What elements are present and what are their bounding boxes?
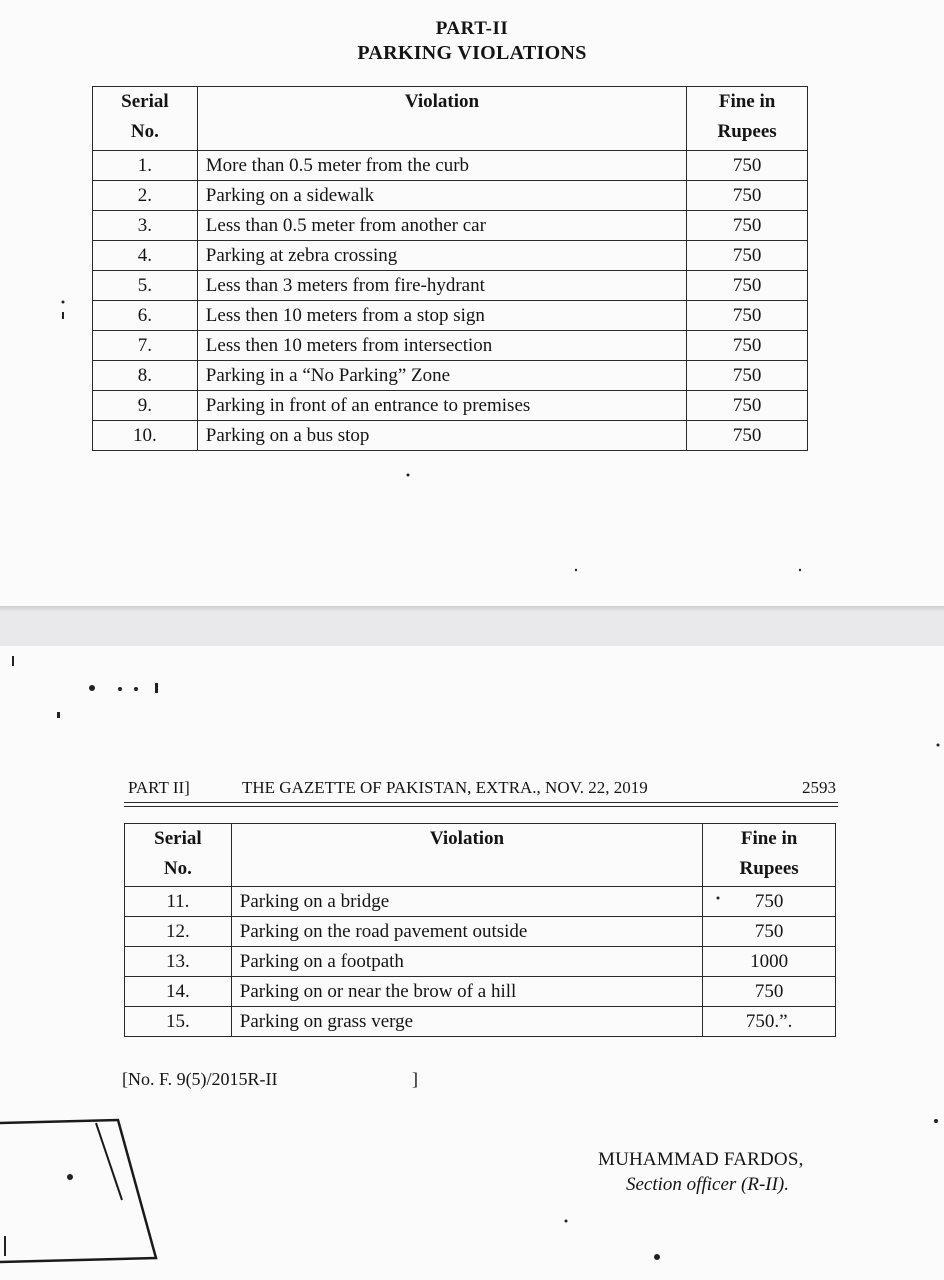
serial-cell: 2. [93,181,198,211]
serial-cell: 8. [93,361,198,391]
serial-cell: 1. [93,151,198,181]
violation-cell: Less than 3 meters from fire-hydrant [197,271,686,301]
violation-cell: Parking on a sidewalk [197,181,686,211]
violation-cell: More than 0.5 meter from the curb [197,151,686,181]
fine-header-line2: Rupees [717,121,777,142]
file-reference-close: ] [412,1069,418,1089]
violation-header [231,824,702,887]
signatory-designation: Section officer (R-II). [626,1174,790,1195]
fine-header-line1: Fine in [740,828,798,849]
running-header [124,778,836,802]
table-row [125,947,836,977]
serial-cell: 14. [125,977,232,1007]
serial-header-line1: Serial [154,828,202,849]
violation-cell: Parking on a bus stop [197,421,686,451]
fine-cell: 750.”. [703,1007,836,1037]
fine-cell: 750 [687,331,808,361]
part-title: PART-II [435,18,509,39]
page-separator-shadow [0,606,944,612]
violation-cell: Parking on or near the brow of a hill [231,977,702,1007]
violations-table-part1 [92,86,808,451]
table-row [93,361,808,391]
file-reference: [No. F. 9(5)/2015R-II [122,1069,278,1089]
fine-cell: 750 [703,917,836,947]
table-row [93,181,808,211]
serial-header-line2: No. [163,858,192,879]
serial-header-line1: Serial [121,91,169,112]
header-rule [124,802,838,803]
table-body [93,151,808,451]
table-row [93,301,808,331]
table-row [93,211,808,241]
violation-cell: Parking on the road pavement outside [231,917,702,947]
serial-cell: 12. [125,917,232,947]
fine-cell: 750 [687,241,808,271]
serial-header [125,824,232,887]
violation-cell: Parking on a bridge [231,887,702,917]
fine-cell: 750 [687,211,808,241]
violation-cell: Parking at zebra crossing [197,241,686,271]
table-row [125,1007,836,1037]
violation-cell: Parking in front of an entrance to premises [197,391,686,421]
table-row [93,391,808,421]
table-row [93,151,808,181]
violation-cell: Less then 10 meters from intersection [197,331,686,361]
fine-cell: 750 [687,361,808,391]
violations-table-part2 [124,823,836,1037]
fine-cell: 750 [687,391,808,421]
serial-cell: 13. [125,947,232,977]
table-header-row [125,824,836,887]
fine-cell: 750 [687,301,808,331]
violation-cell: Less than 0.5 meter from another car [197,211,686,241]
table-row [93,421,808,451]
fine-header-line2: Rupees [739,858,799,879]
violation-cell: Parking in a “No Parking” Zone [197,361,686,391]
violation-cell: Parking on grass verge [231,1007,702,1037]
table-row [125,887,836,917]
fine-cell: 750 [703,887,836,917]
serial-cell: 15. [125,1007,232,1037]
serial-header [93,87,198,151]
serial-cell: 6. [93,301,198,331]
table-header-row [93,87,808,151]
table-row [93,241,808,271]
page-separator [0,606,944,646]
table-row [125,917,836,947]
fine-header [703,824,836,887]
violation-cell: Less then 10 meters from a stop sign [197,301,686,331]
table-body [125,887,836,1037]
violation-header-label: Violation [404,91,480,112]
serial-cell: 5. [93,271,198,301]
violation-header-label: Violation [429,828,505,849]
page-number: 2593 [802,778,836,797]
table-row [93,331,808,361]
fine-cell: 750 [703,977,836,1007]
fine-cell: 750 [687,151,808,181]
violation-cell: Parking on a footpath [231,947,702,977]
table-row [125,977,836,1007]
violation-header [197,87,686,151]
header-rule [124,806,838,807]
table-row [93,271,808,301]
fine-header [687,87,808,151]
serial-cell: 10. [93,421,198,451]
running-header-title: THE GAZETTE OF PAKISTAN, EXTRA., NOV. 22, 2019 [242,778,648,797]
serial-cell: 7. [93,331,198,361]
serial-cell: 11. [125,887,232,917]
serial-header-line2: No. [130,121,159,142]
fine-cell: 750 [687,271,808,301]
section-title: PARKING VIOLATIONS [357,42,587,64]
fine-cell: 750 [687,421,808,451]
signatory-name: MUHAMMAD FARDOS, [598,1149,804,1170]
serial-cell: 4. [93,241,198,271]
fine-header-line1: Fine in [718,91,776,112]
serial-cell: 9. [93,391,198,421]
fine-cell: 750 [687,181,808,211]
running-header-part: PART II] [128,778,190,797]
serial-cell: 3. [93,211,198,241]
fine-cell: 1000 [703,947,836,977]
